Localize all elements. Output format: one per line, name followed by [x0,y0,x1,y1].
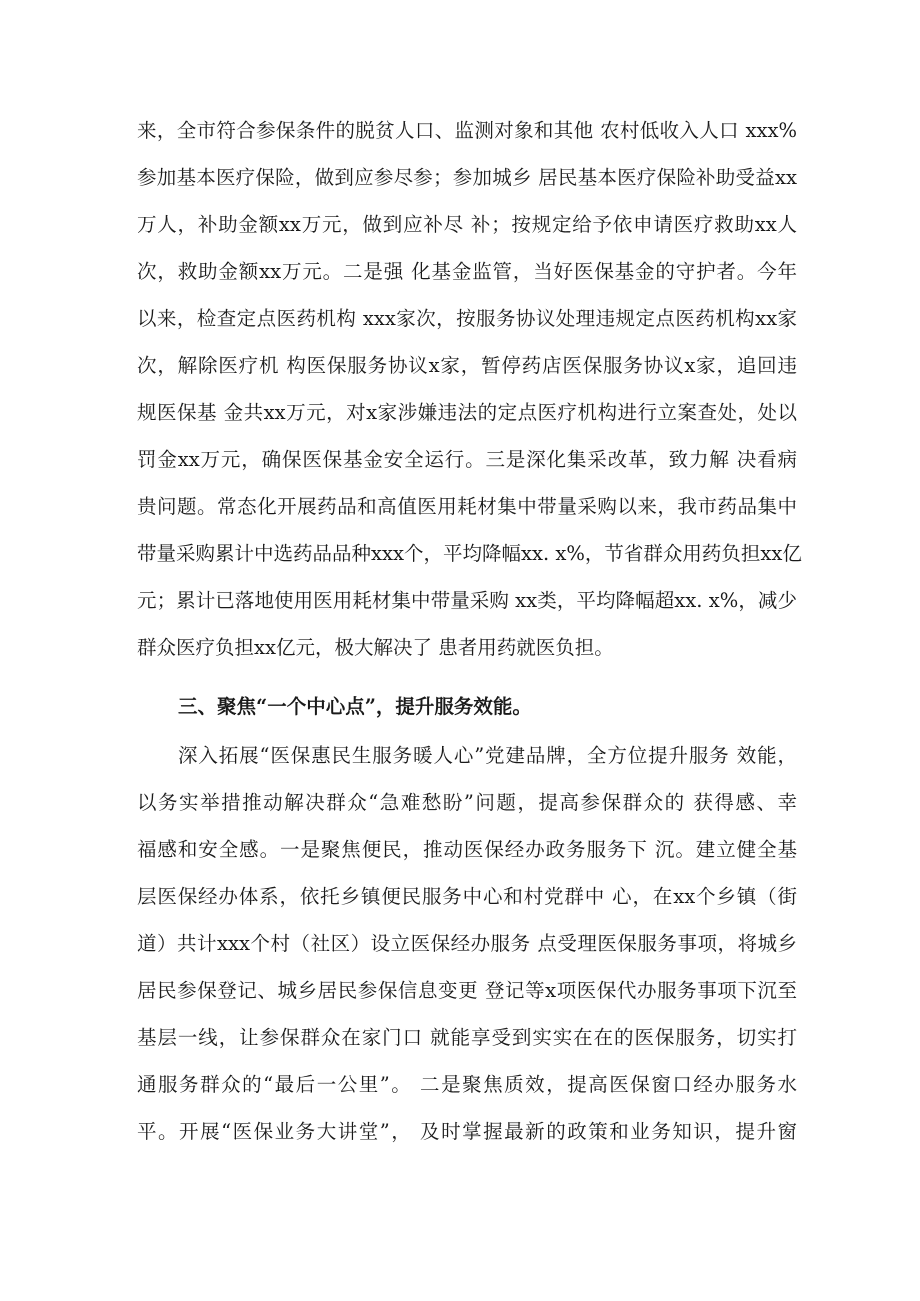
paragraph-2-line-6: 居民参保登记、城乡居民参保信息变更 登记等x项医保代办服务事项下沉至 [137,979,797,1002]
paragraph-2-line-4: 层医保经办体系，依托乡镇便民服务中心和村党群中 心，在xx个乡镇（街 [137,885,797,908]
paragraph-1-line-4: 次，救助金额xx万元。二是强 化基金监管，当好医保基金的守护者。今年 [137,260,797,283]
paragraph-1-line-8: 罚金xx万元，确保医保基金安全运行。三是深化集采改革，致力解 决看病 [137,448,797,471]
paragraph-2-line-3: 福感和安全感。一是聚焦便民，推动医保经办政务服务下 沉。建立健全基 [137,838,797,861]
paragraph-1-line-6: 次，解除医疗机 构医保服务协议x家，暂停药店医保服务协议x家，追回违 [137,354,797,377]
paragraph-2-line-1: 深入拓展“医保惠民生服务暖人心”党建品牌，全方位提升服务 效能， [178,744,797,767]
paragraph-1-line-9: 贵问题。常态化开展药品和高值医用耗材集中带量采购以来，我市药品集中 [137,495,797,518]
paragraph-1-line-1: 来，全市符合参保条件的脱贫人口、监测对象和其他 农村低收入人口 xxx% [137,119,797,142]
paragraph-2-line-8: 通服务群众的“最后一公里”。 二是聚焦质效，提高医保窗口经办服务水 [137,1073,797,1096]
paragraph-1-line-3: 万人，补助金额xx万元，做到应补尽 补；按规定给予依申请医疗救助xx人 [137,213,797,236]
paragraph-2-line-2: 以务实举措推动解决群众“急难愁盼”问题，提高参保群众的 获得感、幸 [137,791,797,814]
section-heading: 三、聚焦“一个中心点”，提升服务效能。 [178,695,532,718]
paragraph-1-line-7: 规医保基 金共xx万元，对x家涉嫌违法的定点医疗机构进行立案查处，处以 [137,401,797,424]
paragraph-1-line-10: 带量采购累计中选药品品种xxx个，平均降幅xx. x%，节省群众用药负担xx亿 [137,542,802,565]
paragraph-2-line-5: 道）共计xxx个村（社区）设立医保经办服务 点受理医保服务事项，将城乡 [137,932,797,955]
paragraph-1-line-11: 元；累计已落地使用医用耗材集中带量采购 xx类，平均降幅超xx. x%，减少 [137,589,797,612]
paragraph-1-line-5: 以来，检查定点医药机构 xxx家次，按服务协议处理违规定点医药机构xx家 [137,307,797,330]
paragraph-2-line-7: 基层一线，让参保群众在家门口 就能享受到实实在在的医保服务，切实打 [137,1026,797,1049]
paragraph-1-line-2: 参加基本医疗保险，做到应参尽参；参加城乡 居民基本医疗保险补助受益xx [137,166,797,189]
paragraph-1-line-12: 群众医疗负担xx亿元，极大解决了 患者用药就医负担。 [137,636,614,659]
paragraph-2-line-9: 平。开展“医保业务大讲堂”， 及时掌握最新的政策和业务知识，提升窗 [137,1120,797,1143]
